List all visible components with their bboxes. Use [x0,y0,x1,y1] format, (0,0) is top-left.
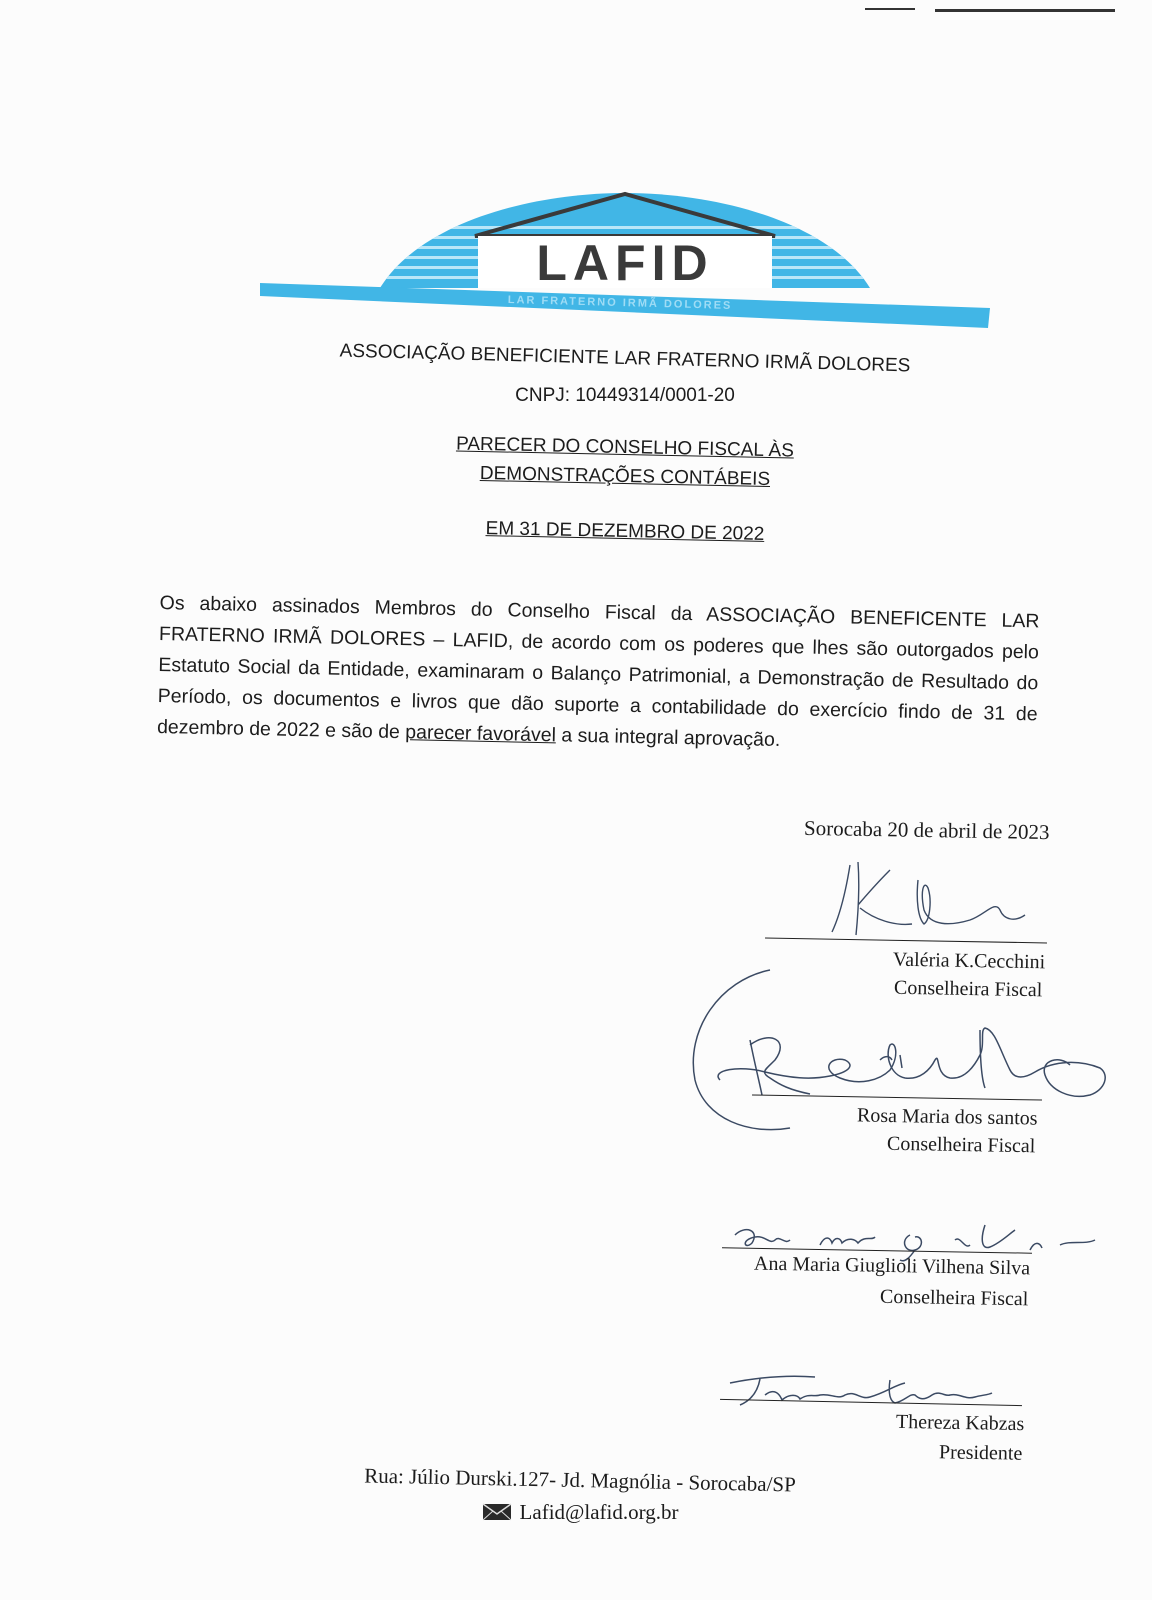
body-text-underlined: parecer favorável [405,721,557,747]
signature-thereza [720,1365,1000,1415]
doc-title-line1: PARECER DO CONSELHO FISCAL ÀS [455,433,795,462]
footer-address: Rua: Júlio Durski.127- Jd. Magnólia - Sorocaba/SP [363,1463,797,1497]
signatory-3-role: Conselheira Fiscal [879,1285,1029,1311]
signatory-1-role: Conselheira Fiscal [893,976,1043,1002]
doc-date-line: EM 31 DE DEZEMBRO DE 2022 [485,518,765,545]
org-name: ASSOCIAÇÃO BENEFICIENTE LAR FRATERNO IRMÃ DOLORES [339,340,911,377]
signatory-4-name: Thereza Kabzas [895,1410,1025,1436]
signatory-2-name: Rosa Maria dos santos [857,1104,1039,1130]
logo-tagline: LAR FRATERNO IRMÃ DOLORES [507,294,733,312]
body-text-before: Os abaixo assinados Membros do Conselho Fiscal da ASSOCIAÇÃO BENEFICENTE LAR FRATERNO IRMÃ DOLORES – LAFID, de acordo com os poderes que lhes são outorgados pelo Estatuto Social da Entidade, examinaram o Balanço Patrimonial, a Demonstração de Resultado do Período, os documentos e livros que dão suporte a contabilidade do exercício findo de 31 de dezembro de 2022 e são de [156,591,1040,744]
signatory-1-name: Valéria K.Cecchini [892,948,1046,974]
footer-email-row [300,1500,860,1525]
place-date: Sorocaba 20 de abril de 2023 [804,815,1051,845]
cnpj: CNPJ: 10449314/0001-20 [515,385,735,406]
scan-edge-line [865,8,915,10]
logo-wordmark: LAFID [536,235,714,291]
lafid-logo [260,188,990,333]
body-paragraph [157,588,1040,761]
scan-edge-line [935,9,1115,12]
signatory-3-name: Ana Maria Giuglioli Vilhena Silva [753,1252,1031,1280]
signatory-2-role: Conselheira Fiscal [886,1132,1036,1158]
envelope-icon [482,1503,512,1521]
doc-title-line2: DEMONSTRAÇÕES CONTÁBEIS [479,462,771,491]
footer-email: Lafid@lafid.org.br [519,1500,679,1524]
body-text-after: a sua integral aprovação. [555,724,781,752]
signatory-4-role: Presidente [938,1441,1023,1465]
signature-valeria [820,860,1040,940]
